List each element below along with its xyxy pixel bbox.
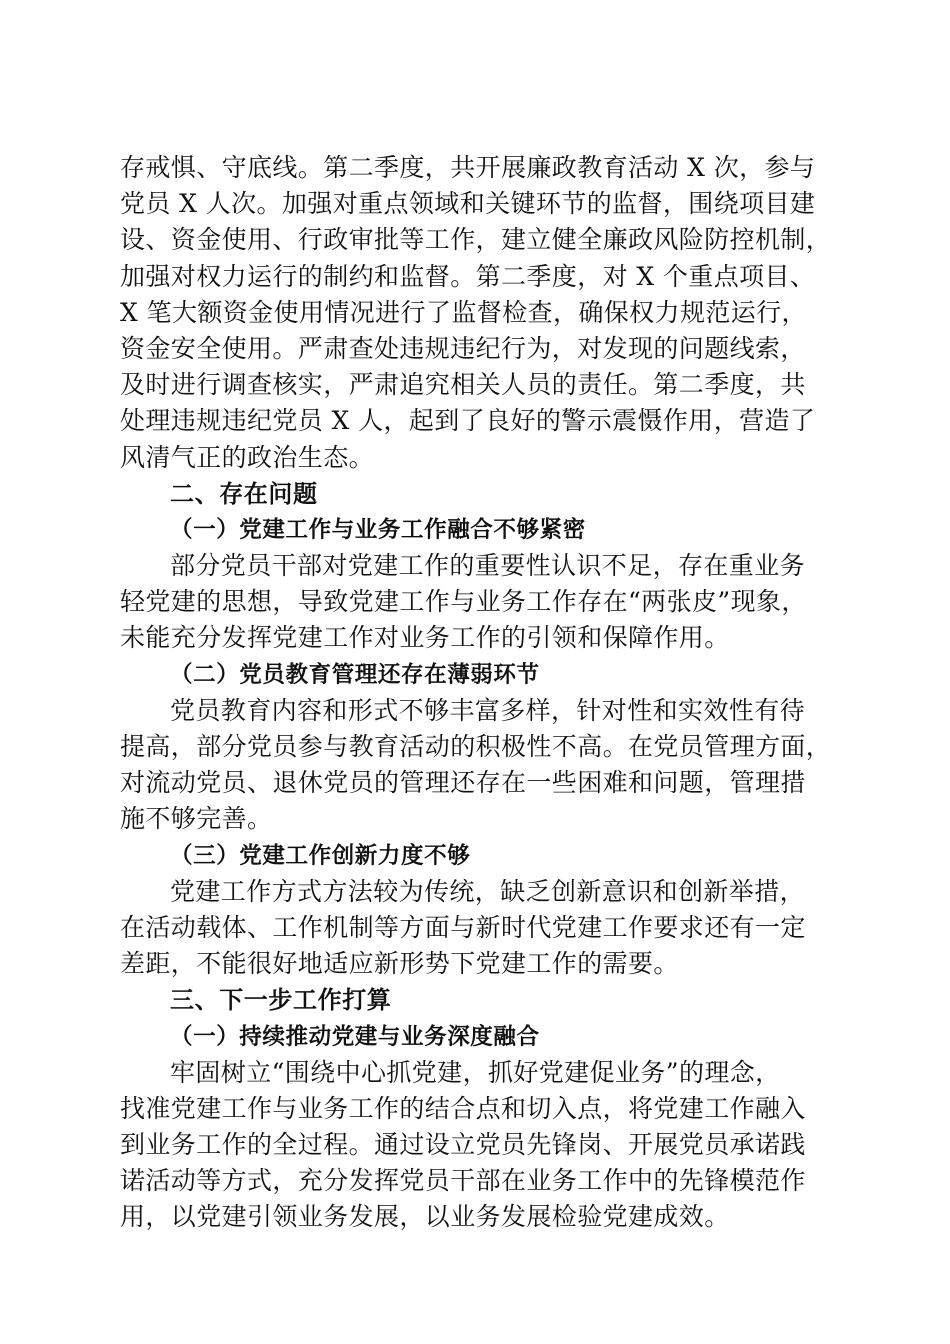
body-line: 找准党建工作与业务工作的结合点和切入点，将党建工作融入 xyxy=(120,1093,806,1123)
body-line: 轻党建的思想，导致党建工作与业务工作存在“两张皮”现象， xyxy=(120,587,807,617)
body-line: 党建工作方式方法较为传统，缺乏创新意识和创新举措， xyxy=(170,876,806,906)
section-heading-next-steps: 三、下一步工作打算 xyxy=(170,986,392,1015)
body-line: 用，以党建引领业务发展，以业务发展检验党建成效。 xyxy=(120,1202,730,1232)
body-line: 处理违规违纪党员 X 人，起到了良好的警示震慑作用，营造了 xyxy=(120,406,816,436)
subheading-integration: （一）党建工作与业务工作融合不够紧密 xyxy=(170,516,586,543)
body-line: 及时进行调查核实，严肃追究相关人员的责任。第二季度，共 xyxy=(120,370,806,400)
body-line: 党员 X 人次。加强对重点领域和关键环节的监督，围绕项目建 xyxy=(120,189,816,219)
body-line: 资金安全使用。严肃查处违规违纪行为，对发现的问题线索， xyxy=(120,333,806,363)
body-line: 差距，不能很好地适应新形势下党建工作的需要。 xyxy=(120,949,679,979)
body-line: X 笔大额资金使用情况进行了监督检查，确保权力规范运行， xyxy=(120,297,807,327)
body-line: 牢固树立“围绕中心抓党建，抓好党建促业务”的理念， xyxy=(170,1057,781,1087)
document-body xyxy=(120,150,835,1236)
body-line: 部分党员干部对党建工作的重要性认识不足，存在重业务 xyxy=(170,551,806,581)
body-line: 未能充分发挥党建工作对业务工作的引领和保障作用。 xyxy=(120,623,730,653)
body-line: 施不够完善。 xyxy=(120,804,273,834)
body-line: 存戒惧、守底线。第二季度，共开展廉政教育活动 X 次，参与 xyxy=(120,153,816,182)
subheading-innovation: （三）党建工作创新力度不够 xyxy=(170,842,471,869)
body-line: 提高，部分党员参与教育活动的积极性不高。在党员管理方面， xyxy=(120,732,832,761)
body-line: 风清气正的政治生态。 xyxy=(120,442,375,472)
body-line: 党员教育内容和形式不够丰富多样，针对性和实效性有待 xyxy=(170,695,806,725)
body-line: 加强对权力运行的制约和监督。第二季度，对 X 个重点项目、 xyxy=(120,261,816,291)
body-line: 到业务工作的全过程。通过设立党员先锋岗、开展党员承诺践 xyxy=(120,1130,806,1160)
body-line: 设、资金使用、行政审批等工作，建立健全廉政风险防控机制， xyxy=(120,225,832,255)
body-line: 在活动载体、工作机制等方面与新时代党建工作要求还有一定 xyxy=(120,912,806,942)
subheading-education: （二）党员教育管理还存在薄弱环节 xyxy=(170,661,540,688)
subheading-deep-integration: （一）持续推动党建与业务深度融合 xyxy=(170,1023,540,1050)
body-line: 诺活动等方式，充分发挥党员干部在业务工作中的先锋模范作 xyxy=(120,1166,806,1196)
section-heading-problems: 二、存在问题 xyxy=(170,479,318,508)
body-line: 对流动党员、退休党员的管理还存在一些困难和问题，管理措 xyxy=(120,768,806,798)
